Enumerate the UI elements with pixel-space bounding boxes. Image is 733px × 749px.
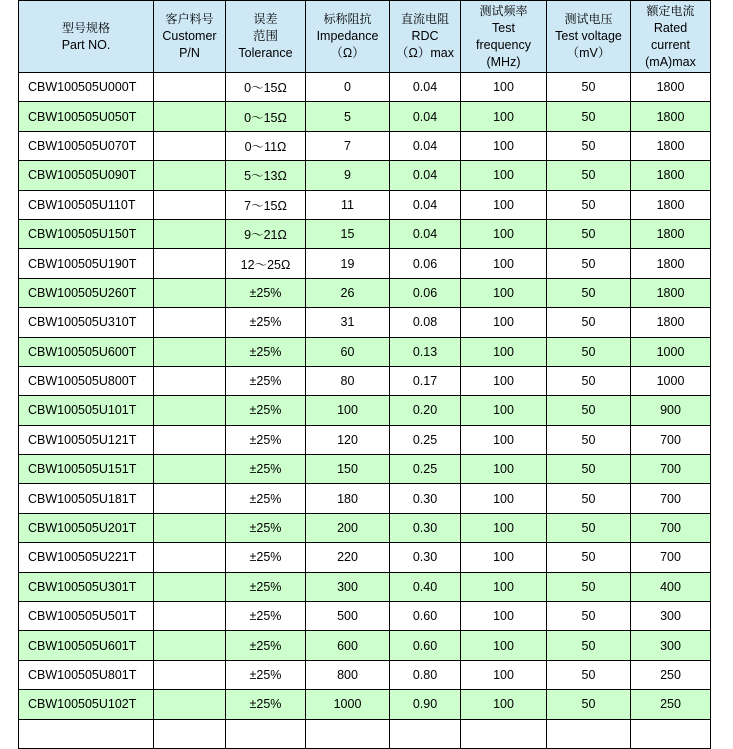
table-row <box>19 513 711 542</box>
cell-customer-pn <box>154 690 226 719</box>
cell-rated-current: 300 <box>631 631 711 660</box>
cell-rated-current: 700 <box>631 513 711 542</box>
cell-rated-current: 700 <box>631 484 711 513</box>
cell-tolerance <box>226 719 306 748</box>
cell-rdc: 0.04 <box>390 190 461 219</box>
cell-impedance: 600 <box>306 631 390 660</box>
cell-rdc: 0.04 <box>390 73 461 102</box>
cell-impedance: 120 <box>306 425 390 454</box>
cell-customer-pn <box>154 455 226 484</box>
cell-test-voltage: 50 <box>547 249 631 278</box>
cell-impedance: 100 <box>306 396 390 425</box>
cell-tolerance: ±25% <box>226 425 306 454</box>
cell-customer-pn <box>154 425 226 454</box>
cell-tolerance: ±25% <box>226 337 306 366</box>
cell-test-voltage: 50 <box>547 73 631 102</box>
header-test-voltage <box>547 1 631 73</box>
cell-rdc: 0.08 <box>390 308 461 337</box>
cell-impedance: 1000 <box>306 690 390 719</box>
cell-test-frequency: 100 <box>461 161 547 190</box>
header-label-line: Test voltage <box>555 29 622 43</box>
cell-part-no: CBW100505U310T <box>19 308 154 337</box>
cell-test-voltage: 50 <box>547 161 631 190</box>
cell-tolerance: 9～21Ω <box>226 219 306 248</box>
cell-part-no: CBW100505U101T <box>19 396 154 425</box>
cell-test-frequency: 100 <box>461 131 547 160</box>
cell-impedance <box>306 719 390 748</box>
cell-test-voltage: 50 <box>547 631 631 660</box>
cell-test-voltage: 50 <box>547 690 631 719</box>
table-row <box>19 249 711 278</box>
cell-test-frequency: 100 <box>461 572 547 601</box>
cell-test-frequency: 100 <box>461 660 547 689</box>
cell-tolerance: 5～13Ω <box>226 161 306 190</box>
cell-part-no: CBW100505U501T <box>19 602 154 631</box>
cell-tolerance: ±25% <box>226 278 306 307</box>
header-label-line: （mV） <box>566 46 611 60</box>
cell-impedance: 11 <box>306 190 390 219</box>
table-row <box>19 102 711 131</box>
header-impedance <box>306 1 390 73</box>
cell-part-no: CBW100505U102T <box>19 690 154 719</box>
cell-tolerance: ±25% <box>226 602 306 631</box>
cell-impedance: 15 <box>306 219 390 248</box>
header-label-zh: 误差 <box>253 12 278 26</box>
cell-rdc: 0.25 <box>390 455 461 484</box>
header-label-zh: 客户料号 <box>165 12 214 26</box>
cell-test-voltage: 50 <box>547 366 631 395</box>
header-label-line: Part NO. <box>61 37 111 52</box>
cell-tolerance: 0～15Ω <box>226 102 306 131</box>
cell-impedance: 200 <box>306 513 390 542</box>
cell-customer-pn <box>154 602 226 631</box>
header-tolerance <box>226 1 306 73</box>
header-rdc <box>390 1 461 73</box>
cell-rated-current: 1800 <box>631 278 711 307</box>
header-label-zh: 额定电流 <box>646 3 695 18</box>
header-label-zh: 测试电压 <box>564 12 613 26</box>
cell-impedance: 7 <box>306 131 390 160</box>
cell-impedance: 150 <box>306 455 390 484</box>
cell-tolerance: 0～11Ω <box>226 131 306 160</box>
cell-test-voltage: 50 <box>547 219 631 248</box>
cell-rdc: 0.25 <box>390 425 461 454</box>
cell-tolerance: 0～15Ω <box>226 73 306 102</box>
cell-test-voltage: 50 <box>547 190 631 219</box>
cell-rdc: 0.04 <box>390 102 461 131</box>
cell-rdc: 0.06 <box>390 278 461 307</box>
cell-part-no: CBW100505U221T <box>19 543 154 572</box>
cell-part-no: CBW100505U110T <box>19 190 154 219</box>
cell-part-no: CBW100505U600T <box>19 337 154 366</box>
cell-tolerance: ±25% <box>226 572 306 601</box>
table-row <box>19 219 711 248</box>
cell-test-voltage: 50 <box>547 425 631 454</box>
table-row <box>19 602 711 631</box>
cell-test-voltage: 50 <box>547 337 631 366</box>
table-row <box>19 161 711 190</box>
header-label-line: （Ω）max <box>396 46 454 60</box>
cell-rdc: 0.04 <box>390 161 461 190</box>
cell-test-frequency: 100 <box>461 102 547 131</box>
cell-test-frequency: 100 <box>461 190 547 219</box>
cell-part-no: CBW100505U301T <box>19 572 154 601</box>
table-row <box>19 719 711 748</box>
cell-part-no: CBW100505U151T <box>19 455 154 484</box>
table-row <box>19 366 711 395</box>
cell-rated-current: 1800 <box>631 249 711 278</box>
cell-part-no: CBW100505U800T <box>19 366 154 395</box>
cell-tolerance: ±25% <box>226 396 306 425</box>
cell-tolerance: ±25% <box>226 543 306 572</box>
cell-test-frequency: 100 <box>461 543 547 572</box>
cell-rdc: 0.06 <box>390 249 461 278</box>
cell-rated-current: 400 <box>631 572 711 601</box>
cell-part-no: CBW100505U190T <box>19 249 154 278</box>
cell-test-frequency: 100 <box>461 366 547 395</box>
table-row <box>19 73 711 102</box>
header-label-line: Rated <box>653 20 688 35</box>
cell-part-no: CBW100505U201T <box>19 513 154 542</box>
cell-customer-pn <box>154 161 226 190</box>
cell-impedance: 500 <box>306 602 390 631</box>
cell-rated-current: 1800 <box>631 190 711 219</box>
cell-test-frequency: 100 <box>461 278 547 307</box>
cell-rated-current: 700 <box>631 543 711 572</box>
header-label-line: P/N <box>179 46 200 60</box>
cell-impedance: 180 <box>306 484 390 513</box>
cell-test-frequency: 100 <box>461 631 547 660</box>
header-label-line: Test <box>492 20 515 35</box>
cell-test-voltage: 50 <box>547 602 631 631</box>
cell-test-frequency: 100 <box>461 690 547 719</box>
cell-test-frequency: 100 <box>461 484 547 513</box>
cell-test-voltage: 50 <box>547 102 631 131</box>
header-label-line: Customer <box>162 29 217 43</box>
header-customer-pn <box>154 1 226 73</box>
cell-customer-pn <box>154 190 226 219</box>
cell-impedance: 31 <box>306 308 390 337</box>
cell-tolerance: ±25% <box>226 513 306 542</box>
header-part-no <box>19 1 154 73</box>
cell-test-frequency: 100 <box>461 513 547 542</box>
cell-test-frequency: 100 <box>461 337 547 366</box>
cell-rated-current: 700 <box>631 425 711 454</box>
table-row <box>19 308 711 337</box>
cell-rdc: 0.04 <box>390 131 461 160</box>
cell-rdc: 0.04 <box>390 219 461 248</box>
cell-impedance: 26 <box>306 278 390 307</box>
cell-rdc: 0.40 <box>390 572 461 601</box>
cell-test-voltage: 50 <box>547 396 631 425</box>
cell-impedance: 300 <box>306 572 390 601</box>
cell-part-no: CBW100505U050T <box>19 102 154 131</box>
cell-test-voltage: 50 <box>547 131 631 160</box>
table-row <box>19 278 711 307</box>
cell-tolerance: ±25% <box>226 455 306 484</box>
cell-tolerance: ±25% <box>226 660 306 689</box>
table-row <box>19 572 711 601</box>
cell-rated-current: 1000 <box>631 366 711 395</box>
cell-rated-current: 700 <box>631 455 711 484</box>
cell-tolerance: ±25% <box>226 690 306 719</box>
header-test-frequency <box>461 1 547 73</box>
cell-rdc: 0.30 <box>390 484 461 513</box>
cell-customer-pn <box>154 73 226 102</box>
cell-customer-pn <box>154 337 226 366</box>
cell-customer-pn <box>154 543 226 572</box>
cell-test-frequency: 100 <box>461 602 547 631</box>
cell-customer-pn <box>154 631 226 660</box>
cell-rated-current: 300 <box>631 602 711 631</box>
cell-tolerance: ±25% <box>226 308 306 337</box>
cell-part-no: CBW100505U150T <box>19 219 154 248</box>
cell-rdc: 0.13 <box>390 337 461 366</box>
header-label-zh: 测试频率 <box>479 3 528 18</box>
table-row <box>19 631 711 660</box>
cell-tolerance: 7～15Ω <box>226 190 306 219</box>
cell-rdc: 0.30 <box>390 513 461 542</box>
cell-part-no <box>19 719 154 748</box>
table-row <box>19 131 711 160</box>
cell-rated-current: 250 <box>631 660 711 689</box>
cell-rdc: 0.30 <box>390 543 461 572</box>
cell-customer-pn <box>154 660 226 689</box>
cell-rated-current: 250 <box>631 690 711 719</box>
cell-impedance: 5 <box>306 102 390 131</box>
header-rated-current <box>631 1 711 73</box>
cell-test-frequency: 100 <box>461 73 547 102</box>
cell-part-no: CBW100505U121T <box>19 425 154 454</box>
cell-part-no: CBW100505U000T <box>19 73 154 102</box>
cell-customer-pn <box>154 396 226 425</box>
cell-tolerance: ±25% <box>226 366 306 395</box>
cell-tolerance: ±25% <box>226 631 306 660</box>
cell-rdc: 0.20 <box>390 396 461 425</box>
cell-test-voltage <box>547 719 631 748</box>
cell-rdc: 0.60 <box>390 602 461 631</box>
cell-part-no: CBW100505U260T <box>19 278 154 307</box>
header-label-line: RDC <box>411 29 439 43</box>
header-label-line: Tolerance <box>238 46 293 60</box>
cell-rated-current: 900 <box>631 396 711 425</box>
cell-rated-current: 1800 <box>631 219 711 248</box>
cell-customer-pn <box>154 308 226 337</box>
cell-customer-pn <box>154 278 226 307</box>
header-label-zh: 标称阻抗 <box>323 12 372 26</box>
cell-test-voltage: 50 <box>547 308 631 337</box>
cell-rated-current: 1000 <box>631 337 711 366</box>
cell-customer-pn <box>154 513 226 542</box>
header-label-line: Impedance <box>316 29 379 43</box>
cell-part-no: CBW100505U181T <box>19 484 154 513</box>
cell-customer-pn <box>154 484 226 513</box>
header-label-line: frequency <box>476 37 531 52</box>
cell-test-frequency: 100 <box>461 308 547 337</box>
cell-rated-current: 1800 <box>631 161 711 190</box>
cell-customer-pn <box>154 366 226 395</box>
cell-rdc: 0.90 <box>390 690 461 719</box>
cell-part-no: CBW100505U801T <box>19 660 154 689</box>
cell-rated-current: 1800 <box>631 308 711 337</box>
cell-test-voltage: 50 <box>547 572 631 601</box>
cell-part-no: CBW100505U070T <box>19 131 154 160</box>
cell-customer-pn <box>154 219 226 248</box>
cell-test-voltage: 50 <box>547 660 631 689</box>
cell-rated-current: 1800 <box>631 102 711 131</box>
cell-impedance: 19 <box>306 249 390 278</box>
cell-impedance: 220 <box>306 543 390 572</box>
cell-test-frequency: 100 <box>461 249 547 278</box>
table-row <box>19 455 711 484</box>
table-row <box>19 337 711 366</box>
cell-test-voltage: 50 <box>547 278 631 307</box>
cell-test-frequency: 100 <box>461 425 547 454</box>
cell-customer-pn <box>154 719 226 748</box>
cell-rdc: 0.60 <box>390 631 461 660</box>
cell-part-no: CBW100505U601T <box>19 631 154 660</box>
table-row <box>19 660 711 689</box>
cell-rdc <box>390 719 461 748</box>
cell-impedance: 9 <box>306 161 390 190</box>
spec-table <box>18 0 711 749</box>
header-label-line: (mA)max <box>645 54 696 69</box>
cell-impedance: 80 <box>306 366 390 395</box>
table-header <box>19 1 711 73</box>
cell-tolerance: ±25% <box>226 484 306 513</box>
cell-customer-pn <box>154 572 226 601</box>
cell-test-voltage: 50 <box>547 543 631 572</box>
header-label-line: current <box>651 37 690 52</box>
table-row <box>19 484 711 513</box>
cell-test-frequency: 100 <box>461 219 547 248</box>
table-row <box>19 396 711 425</box>
cell-impedance: 60 <box>306 337 390 366</box>
cell-impedance: 0 <box>306 73 390 102</box>
header-label-zh: 型号规格 <box>61 20 110 35</box>
cell-tolerance: 12～25Ω <box>226 249 306 278</box>
table-row <box>19 190 711 219</box>
cell-rdc: 0.80 <box>390 660 461 689</box>
cell-part-no: CBW100505U090T <box>19 161 154 190</box>
cell-rated-current <box>631 719 711 748</box>
header-label-zh: 直流电阻 <box>400 12 449 26</box>
cell-customer-pn <box>154 249 226 278</box>
header-row <box>19 1 711 73</box>
cell-test-voltage: 50 <box>547 484 631 513</box>
table-row <box>19 543 711 572</box>
cell-rated-current: 1800 <box>631 73 711 102</box>
cell-test-voltage: 50 <box>547 513 631 542</box>
cell-test-frequency <box>461 719 547 748</box>
table-body <box>19 73 711 749</box>
cell-rdc: 0.17 <box>390 366 461 395</box>
cell-rated-current: 1800 <box>631 131 711 160</box>
cell-customer-pn <box>154 131 226 160</box>
table-row <box>19 425 711 454</box>
cell-test-frequency: 100 <box>461 455 547 484</box>
cell-impedance: 800 <box>306 660 390 689</box>
cell-test-frequency: 100 <box>461 396 547 425</box>
header-label-line: 范围 <box>252 29 278 43</box>
header-label-line: （Ω） <box>330 46 365 60</box>
cell-customer-pn <box>154 102 226 131</box>
header-label-line: (MHz) <box>486 54 521 69</box>
table-row <box>19 690 711 719</box>
cell-test-voltage: 50 <box>547 455 631 484</box>
